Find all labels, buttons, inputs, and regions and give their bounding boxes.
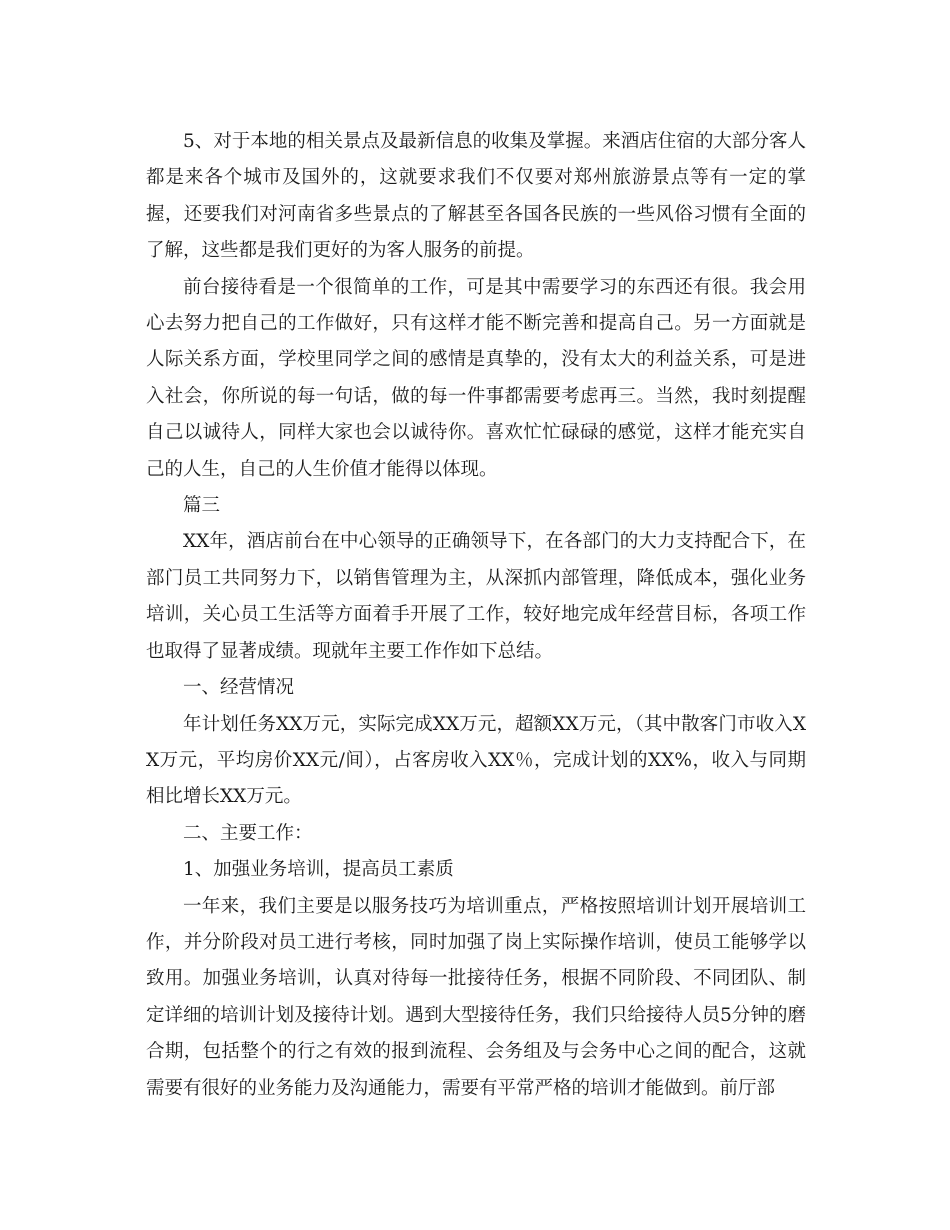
paragraph-business-figures: 年计划任务XX万元，实际完成XX万元，超额XX万元，（其中散客门市收入XX万元，平均房价XX元/间），占客房收入XX％，完成计划的XX%，收入与同期相比增长XX万元。 xyxy=(146,713,806,808)
paragraph-training-details: 一年来，我们主要是以服务技巧为培训重点，严格按照培训计划开展培训工作，并分阶段对员工进行考核，同时加强了岗上实际操作培训，使员工能够学以致用。加强业务培训，认真对待每一批接待任务，根据不同阶段、不同团队、制定详细的培训计划及接待计划。遇到大型接待任务，我们只给接待人员5分钟的磨合期，包括整个的行之有效的报到流程、会务组及与会务中心之间的配合，这就需要有很好的业务能力及沟通能力，需要有平常严格的培训才能做到。前厅部 xyxy=(146,895,806,1099)
heading-training: 1、加强业务培训，提高员工素质 xyxy=(183,859,454,881)
document-body xyxy=(146,124,806,1107)
paragraph-front-desk-reflection: 前台接待看是一个很简单的工作，可是其中需要学习的东西还有很。我会用心去努力把自己的工作做好，只有这样才能不断完善和提高自己。另一方面就是人际关系方面，学校里同学之间的感情是真挚的，没有太大的利益关系，可是进入社会，你所说的每一句话，做的每一件事都需要考虑再三。当然，我时刻提醒自己以诚待人，同样大家也会以诚待你。喜欢忙忙碌碌的感觉，这样才能充实自己的人生，自己的人生价值才能得以体现。 xyxy=(146,276,806,480)
heading-main-work: 二、主要工作： xyxy=(183,822,313,844)
paragraph-scenic-info: 5、对于本地的相关景点及最新信息的收集及掌握。来酒店住宿的大部分客人都是来各个城市及国外的，这就要求我们不仅要对郑州旅游景点等有一定的掌握，还要我们对河南省多些景点的了解甚至各国各民族的一些风俗习惯有全面的了解，这些都是我们更好的为客人服务的前提。 xyxy=(146,131,806,262)
section-heading-part-three: 篇三 xyxy=(183,495,221,517)
heading-business-status: 一、经营情况 xyxy=(183,677,295,699)
paragraph-annual-summary-intro: XX年，酒店前台在中心领导的正确领导下，在各部门的大力支持配合下，在部门员工共同努力下，以销售管理为主，从深抓内部管理，降低成本，强化业务培训，关心员工生活等方面着手开展了工作，较好地完成年经营目标，各项工作也取得了显著成绩。现就年主要工作作如下总结。 xyxy=(146,531,806,662)
